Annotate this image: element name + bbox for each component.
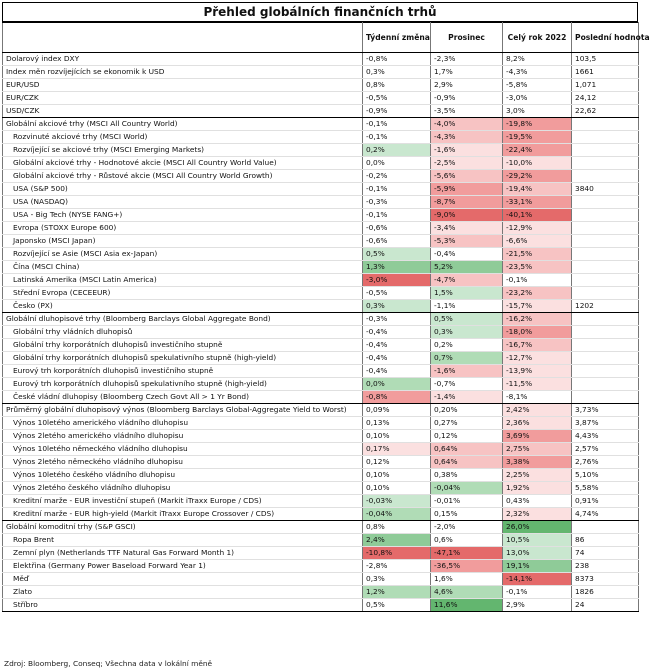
december-cell: 1,7%: [431, 66, 503, 79]
table-row: [3, 157, 639, 170]
weekly-change-cell: -0,3%: [363, 196, 431, 209]
row-label: Globální akciové trhy - Hodnotové akcie (MSCI All Country World Value): [3, 157, 363, 170]
last-value-cell: 4,43%: [572, 430, 639, 443]
december-cell: -1,6%: [431, 144, 503, 157]
december-cell: -5,9%: [431, 183, 503, 196]
december-cell: -5,6%: [431, 170, 503, 183]
last-value-cell: [572, 222, 639, 235]
year-cell: 2,25%: [503, 469, 572, 482]
row-label: Globální trhy korporátních dluhopisů investičního stupně: [3, 339, 363, 352]
weekly-change-cell: -0,4%: [363, 365, 431, 378]
row-label: Průměrný globální dluhopisový výnos (Bloomberg Barclays Global-Aggregate Yield to Worst): [3, 404, 363, 417]
weekly-change-cell: -0,1%: [363, 183, 431, 196]
year-cell: -16,7%: [503, 339, 572, 352]
row-label: Globální trhy vládních dluhopisů: [3, 326, 363, 339]
last-value-cell: 5,10%: [572, 469, 639, 482]
year-cell: -29,2%: [503, 170, 572, 183]
last-value-cell: 103,5: [572, 53, 639, 66]
column-header-december: Prosinec: [431, 23, 503, 53]
last-value-cell: [572, 391, 639, 404]
table-row: [3, 326, 639, 339]
row-label: Ropa Brent: [3, 534, 363, 547]
december-cell: 0,5%: [431, 313, 503, 326]
last-value-cell: 5,58%: [572, 482, 639, 495]
december-cell: 1,6%: [431, 573, 503, 586]
row-label: Zemní plyn (Netherlands TTF Natural Gas Forward Month 1): [3, 547, 363, 560]
market-table: [2, 22, 650, 612]
last-value-cell: [572, 248, 639, 261]
weekly-change-cell: -0,9%: [363, 105, 431, 118]
last-value-cell: [572, 352, 639, 365]
last-value-cell: 2,76%: [572, 456, 639, 469]
row-label: USA (S&P 500): [3, 183, 363, 196]
table-row: [3, 534, 639, 547]
weekly-change-cell: 0,8%: [363, 79, 431, 92]
last-value-cell: 1202: [572, 300, 639, 313]
year-cell: -18,0%: [503, 326, 572, 339]
year-cell: 13,0%: [503, 547, 572, 560]
table-row: [3, 599, 639, 612]
column-header-label: [3, 23, 363, 53]
weekly-change-cell: -2,8%: [363, 560, 431, 573]
last-value-cell: 1,071: [572, 79, 639, 92]
weekly-change-cell: -0,03%: [363, 495, 431, 508]
december-cell: -0,7%: [431, 378, 503, 391]
table-row: [3, 430, 639, 443]
table-row: [3, 235, 639, 248]
year-cell: 1,92%: [503, 482, 572, 495]
row-label: Eurový trh korporátních dluhopisů investičního stupně: [3, 365, 363, 378]
last-value-cell: 3,73%: [572, 404, 639, 417]
table-row: [3, 53, 639, 66]
december-cell: -2,0%: [431, 521, 503, 534]
december-cell: -9,0%: [431, 209, 503, 222]
year-cell: 19,1%: [503, 560, 572, 573]
year-cell: -12,9%: [503, 222, 572, 235]
weekly-change-cell: 0,10%: [363, 469, 431, 482]
december-cell: -1,6%: [431, 365, 503, 378]
december-cell: 0,20%: [431, 404, 503, 417]
table-row: [3, 248, 639, 261]
table-row: [3, 66, 639, 79]
weekly-change-cell: -0,1%: [363, 131, 431, 144]
last-value-cell: [572, 326, 639, 339]
weekly-change-cell: 0,5%: [363, 248, 431, 261]
row-label: Výnos 2letého amerického vládního dluhopisu: [3, 430, 363, 443]
row-label: Výnos 10letého německého vládního dluhopisu: [3, 443, 363, 456]
december-cell: 0,3%: [431, 326, 503, 339]
table-row: [3, 521, 639, 534]
weekly-change-cell: -0,6%: [363, 235, 431, 248]
year-cell: 2,32%: [503, 508, 572, 521]
weekly-change-cell: -0,5%: [363, 92, 431, 105]
page-title: Přehled globálních finančních trhů: [2, 2, 638, 22]
december-cell: -8,7%: [431, 196, 503, 209]
last-value-cell: [572, 144, 639, 157]
row-label: Globální trhy korporátních dluhopisů spekulativního stupně (high-yield): [3, 352, 363, 365]
row-label: Česko (PX): [3, 300, 363, 313]
row-label: Rozvinuté akciové trhy (MSCI World): [3, 131, 363, 144]
weekly-change-cell: -0,5%: [363, 287, 431, 300]
weekly-change-cell: -0,04%: [363, 508, 431, 521]
weekly-change-cell: -0,8%: [363, 53, 431, 66]
december-cell: -2,3%: [431, 53, 503, 66]
last-value-cell: [572, 287, 639, 300]
last-value-cell: [572, 313, 639, 326]
year-cell: -5,8%: [503, 79, 572, 92]
last-value-cell: [572, 274, 639, 287]
weekly-change-cell: -0,4%: [363, 326, 431, 339]
weekly-change-cell: 0,0%: [363, 378, 431, 391]
year-cell: -23,2%: [503, 287, 572, 300]
table-row: [3, 118, 639, 131]
december-cell: -4,0%: [431, 118, 503, 131]
last-value-cell: [572, 196, 639, 209]
year-cell: -16,2%: [503, 313, 572, 326]
last-value-cell: 86: [572, 534, 639, 547]
weekly-change-cell: 0,12%: [363, 456, 431, 469]
december-cell: -3,5%: [431, 105, 503, 118]
row-label: Kreditní marže - EUR investiční stupeň (Markit iTraxx Europe / CDS): [3, 495, 363, 508]
weekly-change-cell: 1,2%: [363, 586, 431, 599]
year-cell: -11,5%: [503, 378, 572, 391]
table-row: [3, 196, 639, 209]
december-cell: -4,7%: [431, 274, 503, 287]
last-value-cell: 22,62: [572, 105, 639, 118]
year-cell: -12,7%: [503, 352, 572, 365]
last-value-cell: 24,12: [572, 92, 639, 105]
last-value-cell: 74: [572, 547, 639, 560]
weekly-change-cell: 0,13%: [363, 417, 431, 430]
december-cell: 0,6%: [431, 534, 503, 547]
column-header-last: Poslední hodnota: [572, 23, 639, 53]
table-row: [3, 417, 639, 430]
year-cell: -19,5%: [503, 131, 572, 144]
column-header-year: Celý rok 2022: [503, 23, 572, 53]
row-label: Index měn rozvíjejících se ekonomik k USD: [3, 66, 363, 79]
last-value-cell: [572, 157, 639, 170]
december-cell: -0,04%: [431, 482, 503, 495]
row-label: USA - Big Tech (NYSE FANG+): [3, 209, 363, 222]
last-value-cell: 3840: [572, 183, 639, 196]
row-label: Rozvíjející se Asie (MSCI Asia ex-Japan): [3, 248, 363, 261]
weekly-change-cell: -0,4%: [363, 352, 431, 365]
row-label: Latinská Amerika (MSCI Latin America): [3, 274, 363, 287]
last-value-cell: 2,57%: [572, 443, 639, 456]
weekly-change-cell: -0,6%: [363, 222, 431, 235]
december-cell: -0,4%: [431, 248, 503, 261]
table-row: [3, 209, 639, 222]
december-cell: 1,5%: [431, 287, 503, 300]
year-cell: 8,2%: [503, 53, 572, 66]
last-value-cell: 0,91%: [572, 495, 639, 508]
row-label: Evropa (STOXX Europe 600): [3, 222, 363, 235]
row-label: Globální akciové trhy (MSCI All Country World): [3, 118, 363, 131]
december-cell: 0,64%: [431, 443, 503, 456]
weekly-change-cell: 0,3%: [363, 573, 431, 586]
weekly-change-cell: 0,09%: [363, 404, 431, 417]
row-label: Elektřina (Germany Power Baseload Forward Year 1): [3, 560, 363, 573]
table-row: [3, 443, 639, 456]
year-cell: 2,42%: [503, 404, 572, 417]
year-cell: -0,1%: [503, 586, 572, 599]
table-row: [3, 287, 639, 300]
weekly-change-cell: -0,2%: [363, 170, 431, 183]
table-row: [3, 586, 639, 599]
row-label: Japonsko (MSCI Japan): [3, 235, 363, 248]
table-row: [3, 170, 639, 183]
weekly-change-cell: 0,8%: [363, 521, 431, 534]
weekly-change-cell: -3,0%: [363, 274, 431, 287]
year-cell: -23,5%: [503, 261, 572, 274]
december-cell: 0,2%: [431, 339, 503, 352]
year-cell: 2,9%: [503, 599, 572, 612]
row-label: České vládní dluhopisy (Bloomberg Czech Govt All > 1 Yr Bond): [3, 391, 363, 404]
december-cell: -3,4%: [431, 222, 503, 235]
row-label: USD/CZK: [3, 105, 363, 118]
year-cell: -14,1%: [503, 573, 572, 586]
last-value-cell: 238: [572, 560, 639, 573]
row-label: Eurový trh korporátních dluhopisů spekulativního stupně (high-yield): [3, 378, 363, 391]
december-cell: -4,3%: [431, 131, 503, 144]
weekly-change-cell: 0,3%: [363, 300, 431, 313]
row-label: EUR/USD: [3, 79, 363, 92]
row-label: Zlato: [3, 586, 363, 599]
row-label: EUR/CZK: [3, 92, 363, 105]
year-cell: -3,0%: [503, 92, 572, 105]
last-value-cell: [572, 521, 639, 534]
table-row: [3, 105, 639, 118]
last-value-cell: [572, 170, 639, 183]
year-cell: -8,1%: [503, 391, 572, 404]
year-cell: -21,5%: [503, 248, 572, 261]
weekly-change-cell: -0,1%: [363, 209, 431, 222]
year-cell: 3,38%: [503, 456, 572, 469]
table-row: [3, 339, 639, 352]
row-label: Výnos 10letého českého vládního dluhopisu: [3, 469, 363, 482]
row-label: USA (NASDAQ): [3, 196, 363, 209]
table-row: [3, 144, 639, 157]
year-cell: -22,4%: [503, 144, 572, 157]
last-value-cell: 3,87%: [572, 417, 639, 430]
weekly-change-cell: 0,10%: [363, 482, 431, 495]
weekly-change-cell: -10,8%: [363, 547, 431, 560]
december-cell: 0,27%: [431, 417, 503, 430]
table-row: [3, 274, 639, 287]
table-row: [3, 469, 639, 482]
december-cell: -0,9%: [431, 92, 503, 105]
last-value-cell: [572, 261, 639, 274]
table-row: [3, 378, 639, 391]
december-cell: 2,9%: [431, 79, 503, 92]
row-label: Výnos 2letého českého vládního dluhopisu: [3, 482, 363, 495]
table-header-row: [3, 23, 639, 53]
table-row: [3, 365, 639, 378]
weekly-change-cell: -0,8%: [363, 391, 431, 404]
table-row: [3, 183, 639, 196]
last-value-cell: 24: [572, 599, 639, 612]
year-cell: 2,36%: [503, 417, 572, 430]
table-row: [3, 482, 639, 495]
weekly-change-cell: 0,0%: [363, 157, 431, 170]
last-value-cell: 4,74%: [572, 508, 639, 521]
december-cell: 0,7%: [431, 352, 503, 365]
december-cell: -2,5%: [431, 157, 503, 170]
row-label: Čína (MSCI China): [3, 261, 363, 274]
weekly-change-cell: 0,3%: [363, 66, 431, 79]
row-label: Výnos 2letého německého vládního dluhopisu: [3, 456, 363, 469]
year-cell: 3,0%: [503, 105, 572, 118]
row-label: Rozvíjející se akciové trhy (MSCI Emerging Markets): [3, 144, 363, 157]
table-row: [3, 222, 639, 235]
table-row: [3, 547, 639, 560]
year-cell: -19,4%: [503, 183, 572, 196]
weekly-change-cell: -0,3%: [363, 313, 431, 326]
year-cell: -10,0%: [503, 157, 572, 170]
last-value-cell: [572, 365, 639, 378]
year-cell: -40,1%: [503, 209, 572, 222]
weekly-change-cell: -0,4%: [363, 339, 431, 352]
table-row: [3, 573, 639, 586]
weekly-change-cell: 0,2%: [363, 144, 431, 157]
row-label: Globální dluhopisové trhy (Bloomberg Barclays Global Aggregate Bond): [3, 313, 363, 326]
year-cell: 3,69%: [503, 430, 572, 443]
row-label: Globální akciové trhy - Růstové akcie (MSCI All Country World Growth): [3, 170, 363, 183]
weekly-change-cell: 2,4%: [363, 534, 431, 547]
year-cell: -13,9%: [503, 365, 572, 378]
year-cell: 26,0%: [503, 521, 572, 534]
last-value-cell: [572, 235, 639, 248]
last-value-cell: [572, 209, 639, 222]
column-header-weekly: Týdenní změna: [363, 23, 431, 53]
weekly-change-cell: 1,3%: [363, 261, 431, 274]
december-cell: 5,2%: [431, 261, 503, 274]
december-cell: 0,64%: [431, 456, 503, 469]
weekly-change-cell: -0,1%: [363, 118, 431, 131]
december-cell: -5,3%: [431, 235, 503, 248]
table-row: [3, 300, 639, 313]
table-row: [3, 456, 639, 469]
weekly-change-cell: 0,10%: [363, 430, 431, 443]
last-value-cell: 1661: [572, 66, 639, 79]
december-cell: 0,38%: [431, 469, 503, 482]
table-row: [3, 79, 639, 92]
december-cell: 0,12%: [431, 430, 503, 443]
table-row: [3, 404, 639, 417]
last-value-cell: [572, 339, 639, 352]
year-cell: 2,75%: [503, 443, 572, 456]
row-label: Kreditní marže - EUR high-yield (Markit iTraxx Europe Crossover / CDS): [3, 508, 363, 521]
december-cell: -1,1%: [431, 300, 503, 313]
table-body: [3, 53, 639, 612]
table-row: [3, 131, 639, 144]
table-row: [3, 560, 639, 573]
row-label: Výnos 10letého amerického vládního dluhopisu: [3, 417, 363, 430]
table-row: [3, 391, 639, 404]
source-note: Zdroj: Bloomberg, Conseq; Všechna data v lokální měně: [4, 659, 213, 668]
december-cell: -47,1%: [431, 547, 503, 560]
december-cell: 11,6%: [431, 599, 503, 612]
table-row: [3, 92, 639, 105]
december-cell: -0,01%: [431, 495, 503, 508]
year-cell: 0,43%: [503, 495, 572, 508]
table-row: [3, 495, 639, 508]
year-cell: -19,8%: [503, 118, 572, 131]
row-label: Stříbro: [3, 599, 363, 612]
december-cell: -1,4%: [431, 391, 503, 404]
year-cell: -6,6%: [503, 235, 572, 248]
year-cell: 10,5%: [503, 534, 572, 547]
weekly-change-cell: 0,5%: [363, 599, 431, 612]
year-cell: -0,1%: [503, 274, 572, 287]
last-value-cell: [572, 378, 639, 391]
year-cell: -4,3%: [503, 66, 572, 79]
last-value-cell: 1826: [572, 586, 639, 599]
last-value-cell: 8373: [572, 573, 639, 586]
last-value-cell: [572, 131, 639, 144]
year-cell: -33,1%: [503, 196, 572, 209]
row-label: Globální komoditní trhy (S&P GSCI): [3, 521, 363, 534]
december-cell: -36,5%: [431, 560, 503, 573]
row-label: Dolarový index DXY: [3, 53, 363, 66]
year-cell: -15,7%: [503, 300, 572, 313]
table-row: [3, 313, 639, 326]
weekly-change-cell: 0,17%: [363, 443, 431, 456]
row-label: Měď: [3, 573, 363, 586]
table-row: [3, 508, 639, 521]
last-value-cell: [572, 118, 639, 131]
december-cell: 4,6%: [431, 586, 503, 599]
row-label: Střední Evropa (CECEEUR): [3, 287, 363, 300]
december-cell: 0,15%: [431, 508, 503, 521]
table-row: [3, 352, 639, 365]
table-row: [3, 261, 639, 274]
